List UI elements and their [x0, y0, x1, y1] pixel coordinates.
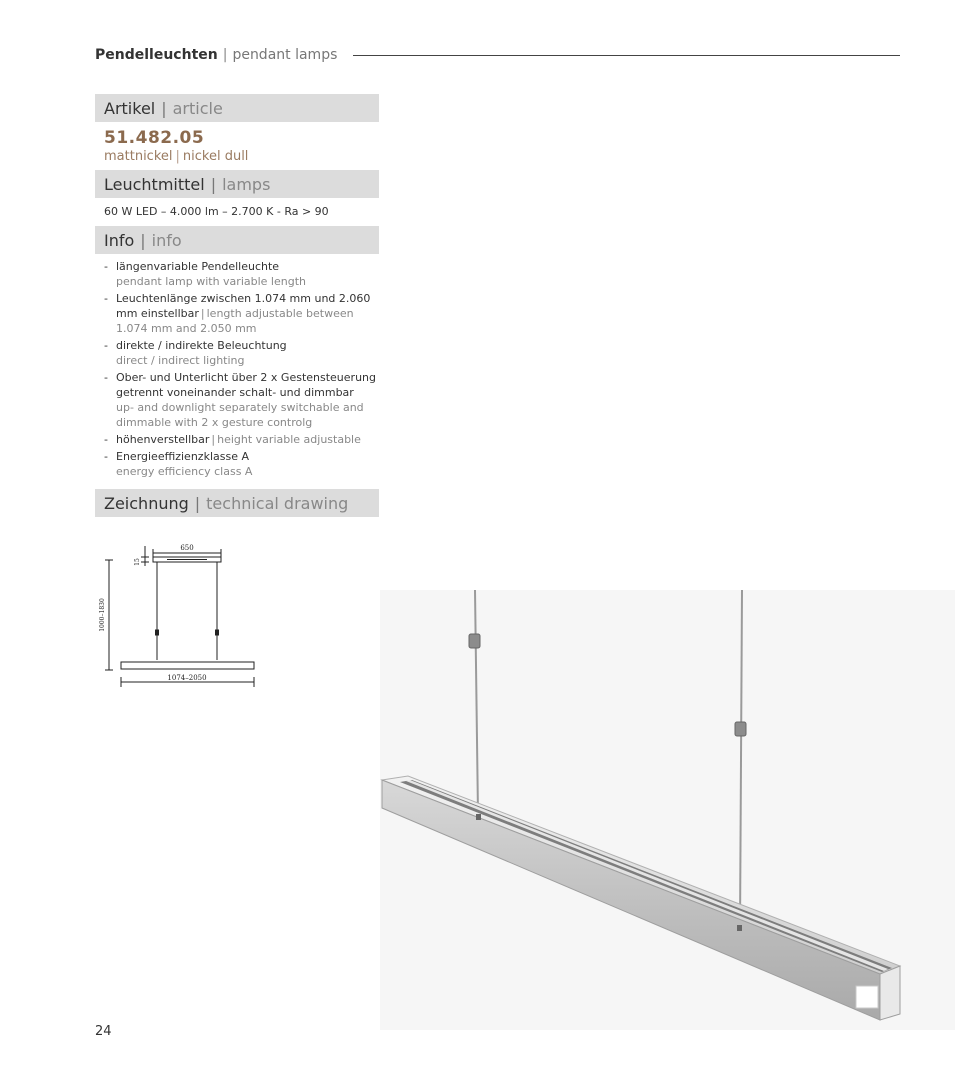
lamp-body [121, 662, 254, 669]
finish-separator: | [175, 149, 180, 164]
section-header-drawing [95, 489, 379, 517]
list-item: - direkte / indirekte Beleuchtung direct / indirect lighting [104, 339, 287, 367]
list-item: - Leuchtenlänge zwischen 1.074 mm und 2.060 mm einstellbar | length adjustable between 1.074 mm and 2.050 mm [104, 292, 371, 335]
item-en: up- and downlight separately switchable and dimmable with 2 x gesture controlg [116, 401, 364, 429]
article-finish [104, 149, 379, 164]
section-separator: | [161, 98, 167, 118]
header-rule [353, 55, 900, 56]
list-item: - Energieeffizienzklasse A energy efficiency class A [104, 450, 253, 478]
page-header [95, 44, 900, 66]
header-title-de: Pendelleuchten [95, 47, 218, 63]
item-de: direkte / indirekte Beleuchtung [116, 339, 287, 352]
lamps-spec: 60 W LED – 4.000 lm – 2.700 K - Ra > 90 [104, 205, 329, 218]
finish-de: mattnickel [104, 149, 173, 164]
item-de: Energieeffizienzklasse A [116, 450, 249, 463]
section-separator: | [194, 493, 201, 513]
section-title-de: Info [104, 230, 135, 250]
section-header-lamps [95, 170, 379, 198]
item-en: height variable adjustable [217, 433, 361, 446]
list-item: - Ober- und Unterlicht über 2 x Gestensteuerung getrennt voneinander schalt- und dimmbar up- and downlight separately switchable and dimmable with 2 x gesture controlg [104, 371, 376, 429]
info-list [95, 259, 379, 479]
item-en: length adjustable between 1.074 mm and 2.050 mm [116, 307, 354, 335]
item-de: Ober- und Unterlicht über 2 x Gestensteuerung getrennt voneinander schalt- und dimmbar [116, 371, 376, 399]
section-title-de: Zeichnung [104, 493, 189, 513]
product-photo [380, 590, 955, 1030]
section-title-en: lamps [222, 174, 271, 194]
section-separator: | [210, 174, 217, 194]
dim-label-canopy: 15 [134, 558, 141, 566]
adjuster-left [469, 634, 480, 648]
item-en: pendant lamp with variable length [116, 275, 306, 288]
section-title-de: Artikel [104, 98, 156, 118]
dim-label-top: 650 [180, 544, 194, 552]
page-number: 24 [95, 1024, 112, 1039]
item-en: direct / indirect lighting [116, 354, 245, 367]
list-item: - höhenverstellbar | height variable adjustable [104, 433, 361, 446]
section-separator: | [140, 230, 146, 250]
dim-label-length: 1074–2050 [167, 674, 207, 682]
section-title-en: article [172, 98, 223, 118]
section-title-en: info [151, 230, 182, 250]
item-de: längenvariable Pendelleuchte [116, 260, 280, 273]
section-title-en: technical drawing [206, 493, 349, 513]
header-title-en: pendant lamps [232, 47, 338, 63]
section-title-de: Leuchtmittel [104, 174, 205, 194]
list-item: - längenvariable Pendelleuchte pendant lamp with variable length [104, 260, 306, 288]
section-header-article [95, 94, 379, 122]
section-header-info [95, 226, 379, 254]
finish-en: nickel dull [182, 149, 249, 164]
adjuster-right [735, 722, 746, 736]
item-de: höhenverstellbar [116, 433, 210, 446]
technical-drawing [95, 540, 265, 690]
header-separator: | [222, 47, 228, 63]
dim-label-height: 1000–1830 [99, 598, 106, 632]
article-number: 51.482.05 [104, 128, 205, 148]
item-de: Leuchtenlänge zwischen 1.074 mm und 2.060 mm einstellbar [116, 292, 371, 320]
spec-column [95, 94, 379, 517]
item-en: energy efficiency class A [116, 465, 253, 478]
